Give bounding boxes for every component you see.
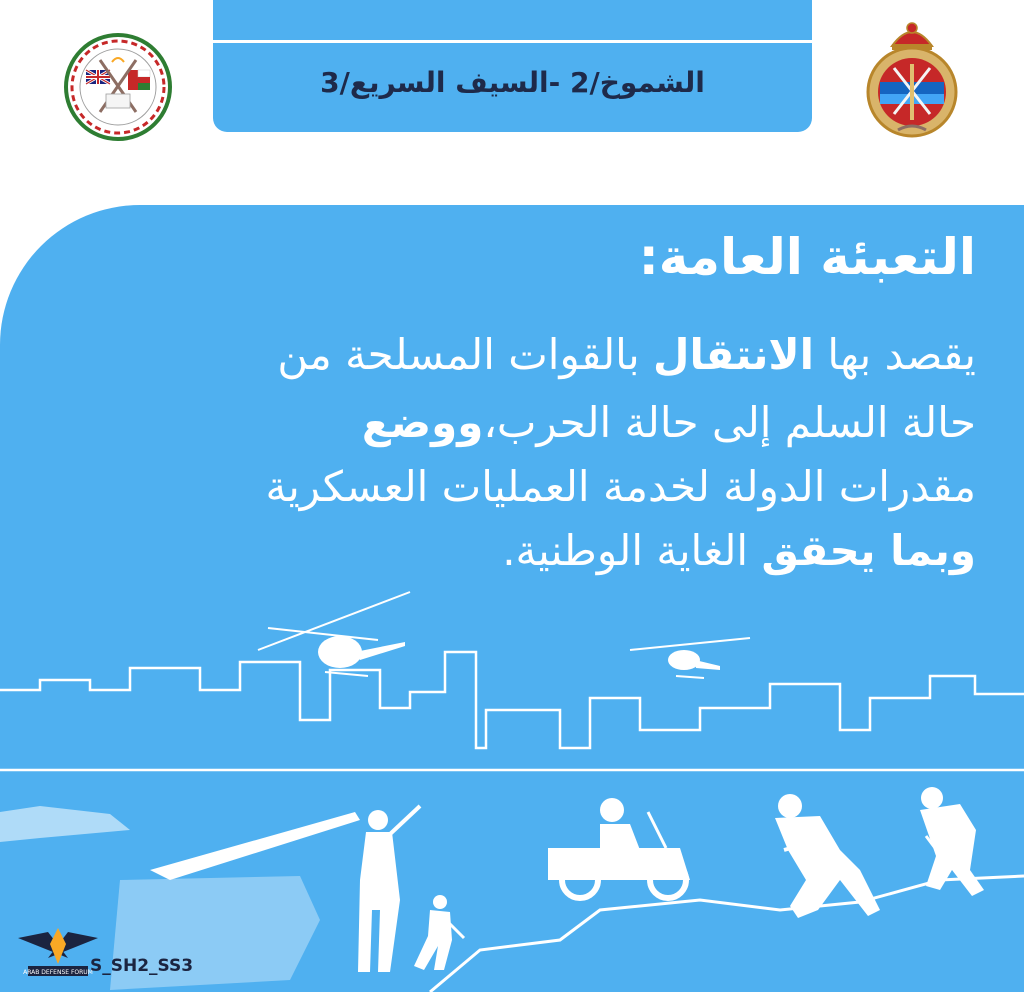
page-heading: التعبئة العامة:: [638, 228, 976, 286]
exercise-title: الشموخ/2 -السيف السريع/3: [320, 66, 705, 99]
helicopter-icon-1: [258, 592, 410, 676]
body-text-bold: وبما يحقق: [761, 526, 976, 575]
terrain-line: [430, 876, 1024, 992]
body-text-bold: الانتقال: [653, 330, 815, 379]
title-banner: [213, 0, 812, 132]
helicopter-icon-2: [630, 638, 750, 678]
soldier-icon-1: [358, 806, 420, 972]
body-line-4: [502, 526, 976, 575]
body-text-bold: ووضع: [361, 398, 484, 447]
body-line-1: [277, 330, 976, 379]
armed-forces-emblem-icon: [862, 18, 962, 142]
body-text: يقصد بها: [814, 330, 976, 379]
soldier-icon-2: [414, 895, 464, 970]
body-line-3: مقدرات الدولة لخدمة العمليات العسكرية: [265, 462, 976, 511]
body-text: حالة السلم إلى حالة الحرب،: [483, 398, 976, 447]
body-line-2: [362, 398, 976, 447]
body-text: الغاية الوطنية.: [502, 526, 762, 575]
banner-rule: [213, 40, 812, 43]
body-text: بالقوات المسلحة من: [277, 330, 654, 379]
motorcycle-icon: [548, 798, 690, 898]
forum-name: ARAB DEFENSE FORUM: [23, 969, 93, 976]
skyline-outline: [0, 652, 1024, 770]
watermark-code: S_SH2_SS3: [90, 956, 194, 976]
exercise-emblem-icon: [60, 32, 176, 142]
